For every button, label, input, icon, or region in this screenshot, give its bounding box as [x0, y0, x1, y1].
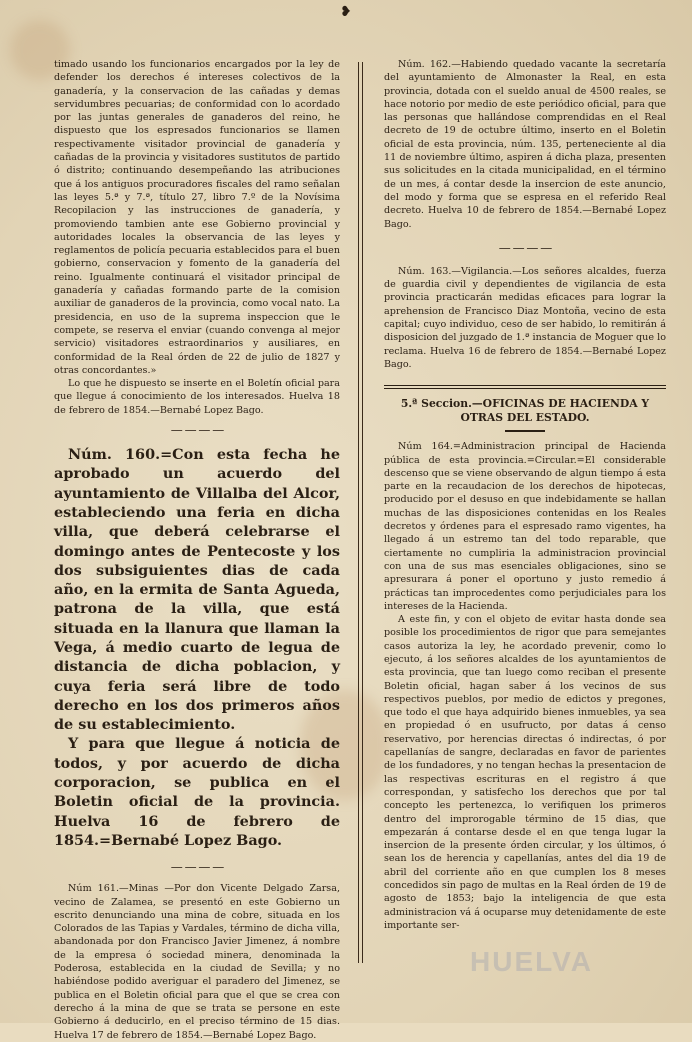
- archive-watermark: HUELVA: [470, 946, 593, 977]
- left-column: [54, 58, 340, 1041]
- right-column: [384, 58, 666, 1011]
- notice-162: Núm. 162.—Habiendo quedado vacante la secretaría del ayuntamiento de Almonaster la Real, en esta provincia, dotada con el sueldo anual de 4500 reales, se hace notorio por medio de este periódico oficial, para que las personas que hallándose comprendidas en el Real decreto de 19 de octubre último, inserto en el Boletin oficial de esta provincia, núm. 135, perteneciente al dia 11 de noviembre último, aspiren á dicha plaza, presenten sus solicitudes en la citada municipalidad, en el término de un mes, á contar desde la insercion de este anuncio, del modo y forma que se espresa en el referido Real decreto. Huelva 10 de febrero de 1854.—Bernabé Lopez Bago.: [384, 59, 666, 230]
- top-ornament: ❥: [340, 4, 352, 20]
- notice-161: Núm 161.—Minas —Por don Vicente Delgado Zarsa, vecino de Zalamea, se presentó en este Gobierno un escrito denunciando una mina de cobre, situada en los Colorados de las Tapias y Vardales, término de dicha villa, abandonada por don Francisco Javier Jimenez, á nombre de la empresa ó sociedad minera, denominada la Poderosa, establecida en la ciudad de Sevilla; y no habiéndose podido averiguar el paradero del Jimenez, se publica en el Boletin oficial para que el que se crea con derecho á la mina de que se trata se persone en este Gobierno á deducirlo, en el preciso término de 15 dias. Huelva 17 de febrero de 1854.—Bernabé Lopez Bago.: [54, 883, 340, 1041]
- ordinance-closing: Lo que he dispuesto se inserte en el Boletín oficial para que llegue á conocimiento de los interesados. Huelva 18 de febrero de 1854.—Bernabé Lopez Bago.: [54, 378, 340, 416]
- notice-164-continued: A este fin, y con el objeto de evitar hasta donde sea posible los procedimientos de rigor que para semejantes casos autoriza la ley, he acordado prevenir, como lo ejecuto, á los señores alcaldes de los ayuntamientos de esta provincia, que tan luego como reciban el presente Boletin oficial, hagan saber á los vecinos de sus respectivos pueblos, por medio de edictos y pregones, que todo el que haya adquirido bienes inmuebles, ya sea en propiedad ó en usufructo, por datas á censo reservativo, por herencias directas ó indirectas, ó por capellanías de sangre, declaradas en favor de parientes de los fundadores, y no tengan hechas la presentacion de las respectivas escrituras en el registro á que correspondan, y satisfecho los derechos que por tal concepto les pertenezca, lo verifiquen los primeros dentro del improrogable término de 15 dias, que empezarán á contarse desde el en que tenga lugar la insercion de la presente órden circular, y los últimos, ó sean los de herencia y capellanías, antes del dia 19 de abril del corriente año en que cumplen los 8 meses concedidos sin pago de multas en la Real órden de 19 de agosto de 1853; bajo la inteligencia de que esta administracion vá á ocuparse muy detenidamente de este importante ser-: [384, 614, 666, 931]
- separator: — — — —: [498, 240, 552, 255]
- separator: — — — —: [170, 423, 224, 438]
- ordinance-continuation: timado usando los funcionarios encargados por la ley de defender los derechos é intereses colectivos de la ganadería, y la conservacion de las cañadas y demas servidumbres pecuarias; de conformidad con lo acordado por las juntas generales de ganaderos del reino, he dispuesto que los espresados funcionarios se llamen respectivamente visitador provincial de ganadería y cañadas de la provincia y visitadores sustitutos de partido ó distrito; continuando desempeñando las atribuciones que á los antiguos procuradores fiscales del ramo señalan las leyes 5.ª y 7.ª, título 27, libro 7.º de la Novísima Recopilacion y las instrucciones de ganadería, y promoviendo tambien ante ese Gobierno provincial y autoridades locales la observancia de las leyes y reglamentos de policía pecuaria establecidos para el buen gobierno, conservacion y fomento de la ganadería del reino. Igualmente continuará el visitador principal de ganadería y cañadas formando parte de la comision auxiliar de ganaderos de la provincia, como vocal nato. La presidencia, en uso de la suprema inspeccion que le compete, se reserva el enviar (cuando convenga al mejor servicio) visitadores estraordinarios y ausiliares, en conformidad de la Real órden de 22 de julio de 1827 y otras concordantes.»: [54, 59, 340, 376]
- notice-160: Núm. 160.=Con esta fecha he aprobado un acuerdo del ayuntamiento de Villalba del Alcor, estableciendo una feria en dicha villa, que deberá celebrarse el domingo antes de Pentecoste y los dos subsiguientes dias de cada año, en la ermita de Santa Agueda, patrona de la villa, que está situada en la llanura que llaman la Vega, á medio cuarto de legua de distancia de dicha poblacion, y cuya feria será libre de todo derecho en los dos primeros años de su establecimiento.: [54, 446, 340, 734]
- column-divider: [358, 62, 359, 963]
- notice-164: Núm 164.=Administracion principal de Hacienda pública de esta provincia.=Circular.=El considerable descenso que se viene observando de algun tiempo á esta parte en la recaudacion de los derechos de hipotecas, producido por el desuso en que indebidamente se hallan muchas de las disposiciones contenidas en los Reales decretos y órdenes para el espresado ramo vigentes, ha llegado á un estremo tan del todo reparable, que ciertamente no cumpliria la administracion provincial con una de sus mas esenciales obligaciones, sino se apresurara á poner el oportuno y justo remedio á prácticas tan improcedentes como perjudiciales para los intereses de la Hacienda.: [384, 441, 666, 612]
- notice-160-closing: Y para que llegue á noticia de todos, y por acuerdo de dicha corporacion, se publica en el Boletin oficial de la provincia. Huelva 16 de febrero de 1854.=Bernabé Lopez Bago.: [54, 735, 340, 849]
- notice-163: Núm. 163.—Vigilancia.—Los señores alcaldes, fuerza de guardia civil y dependientes de vigilancia de esta provincia practicarán medidas eficaces para lograr la aprehension de Francisco Diaz Montoña, vecino de esta capital; cuyo individuo, ceso de ser habido, lo remitirán á disposicion del juzgado de 1.ª instancia de Moguer que lo reclama. Huelva 16 de febrero de 1854.—Bernabé Lopez Bago.: [384, 265, 666, 370]
- column-divider: [362, 62, 363, 963]
- section-heading: 5.ª Seccion.—OFICINAS DE HACIENDA Y OTRAS DEL ESTADO.: [400, 397, 650, 425]
- section-underline: [505, 430, 545, 432]
- separator: — — — —: [170, 860, 224, 875]
- section-rule: [384, 385, 666, 389]
